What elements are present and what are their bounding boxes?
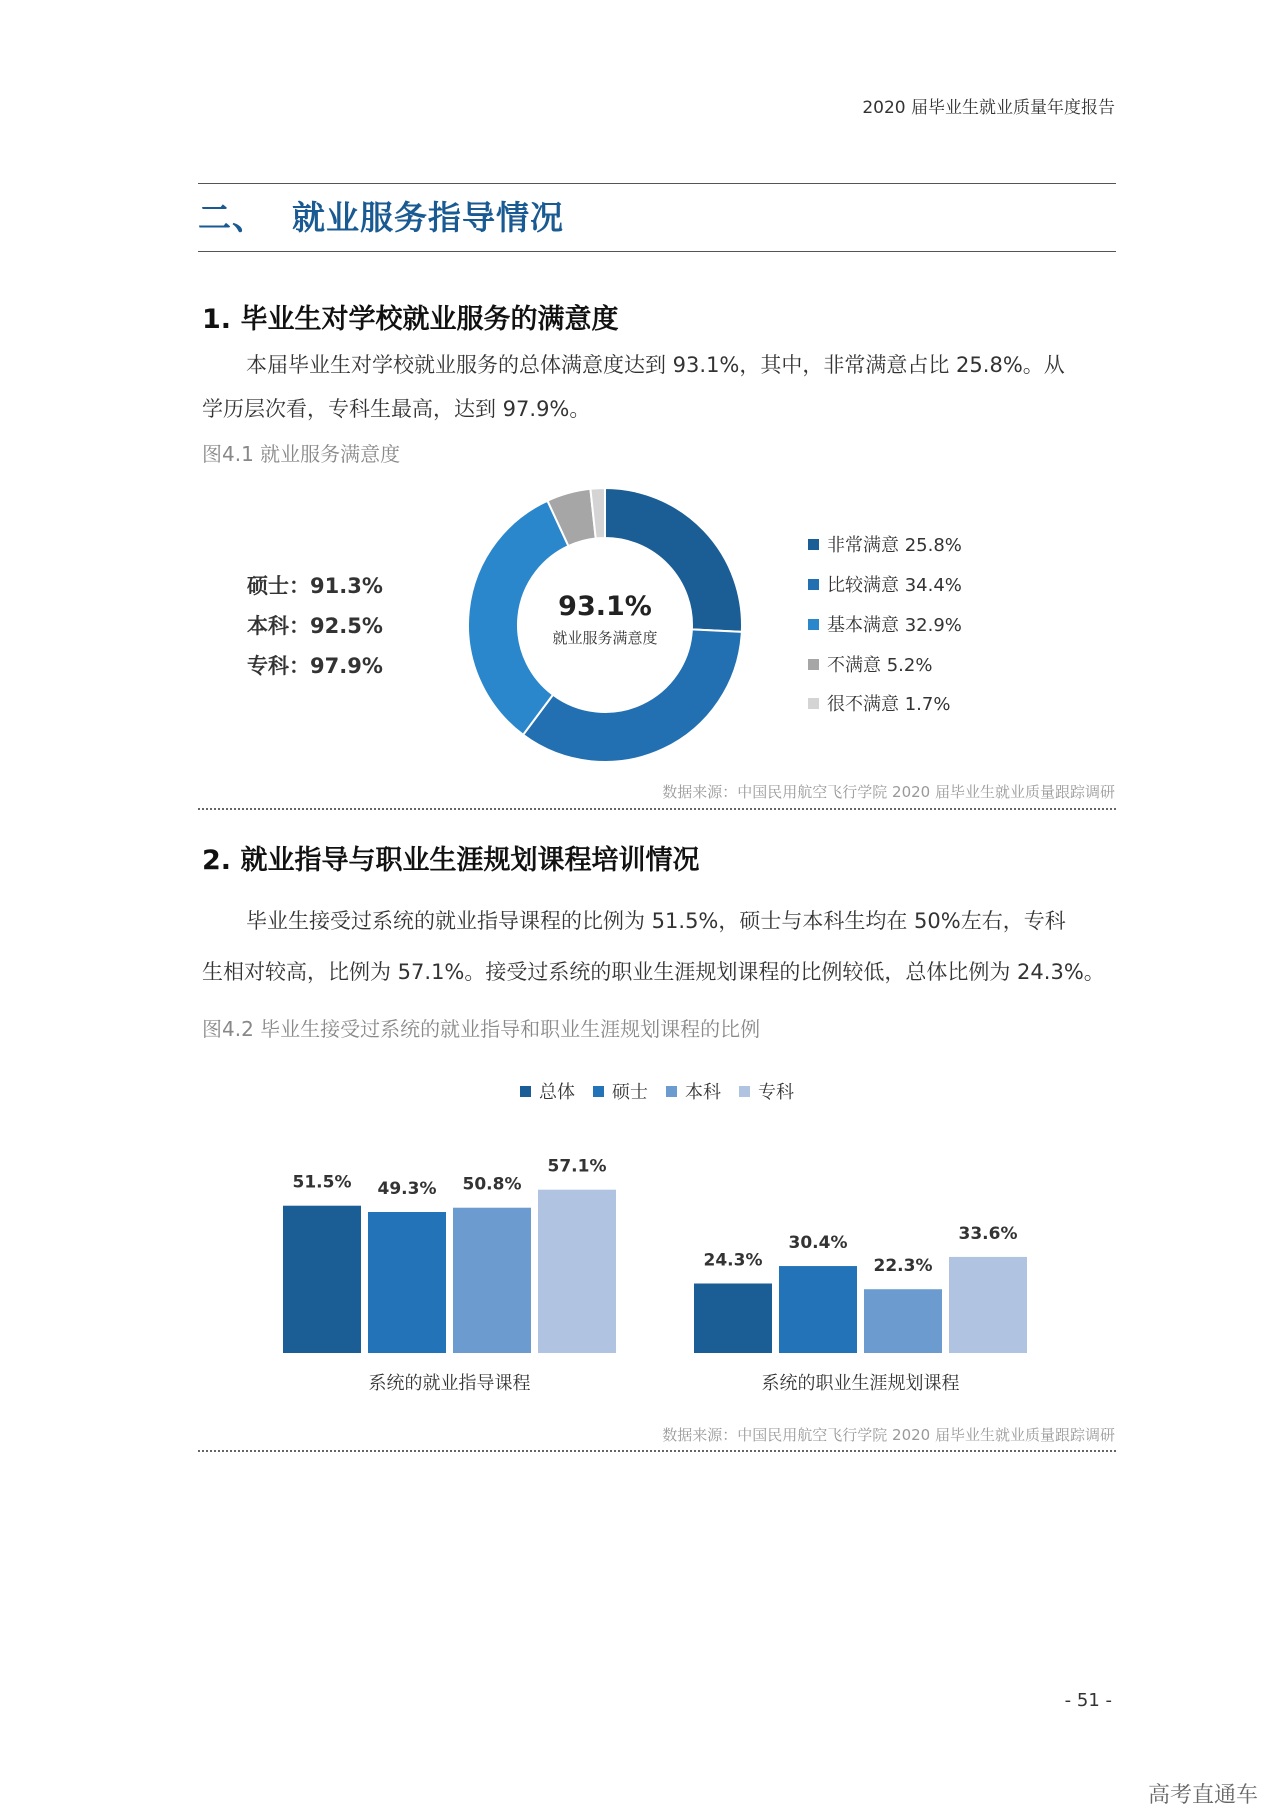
degree-satisfaction-master: 硕士：91.3% [247,574,383,598]
bar-value-label: 50.8% [462,1174,522,1195]
legend-item-basically-satisfied [808,611,962,637]
bar-value-label: 51.5% [292,1172,352,1193]
bar-value-label: 49.3% [377,1179,437,1200]
bar-value-label: 33.6% [958,1223,1018,1244]
legend-item-very-dissatisfied [808,690,950,716]
legend-label: 不满意 5.2% [827,655,933,676]
figure-4-1-source: 数据来源：中国民用航空飞行学院 2020 届毕业生就业质量跟踪调研 [662,783,1115,801]
category-label: 系统的就业指导课程 [368,1373,531,1394]
paragraph-line: 毕业生接受过系统的就业指导课程的比例为 51.5%，硕士与本科生均在 50%左右，专科 [246,909,1066,933]
degree-satisfaction-bachelor: 本科：92.5% [247,614,383,638]
legend-swatch [593,1086,604,1097]
legend-label: 非常满意 25.8% [827,535,962,556]
figure-4-2-source: 数据来源：中国民用航空飞行学院 2020 届毕业生就业质量跟踪调研 [662,1426,1115,1444]
bar-0-1 [368,1212,446,1353]
legend-swatch [808,659,819,670]
bar-1-3 [949,1257,1027,1353]
bar-1-1 [779,1266,857,1353]
section-number: 二、 [198,198,266,237]
bar-value-label: 22.3% [873,1256,933,1277]
bar-0-3 [538,1190,616,1353]
donut-center-value: 93.1% [558,591,652,622]
subsection-1-title: 1. 毕业生对学校就业服务的满意度 [202,304,619,335]
legend-label: 基本满意 32.9% [827,615,962,636]
legend-item-junior-college [739,1078,794,1104]
figure-4-1-caption: 图4.1 就业服务满意度 [202,442,401,466]
section-title-text: 就业服务指导情况 [292,198,564,237]
paragraph-line: 本届毕业生对学校就业服务的总体满意度达到 93.1%，其中，非常满意占比 25.8%。从 [246,353,1065,377]
legend-item-satisfied [808,571,962,597]
bar-1-2 [864,1289,942,1353]
legend-label: 硕士 [612,1082,648,1103]
bar-0-0 [283,1206,361,1353]
section-rule-top [198,183,1116,184]
legend-swatch [808,579,819,590]
figure-4-2-divider [198,1450,1116,1452]
legend-swatch [808,698,819,709]
legend-item-master [593,1078,648,1104]
bar-value-label: 30.4% [788,1233,848,1254]
category-label: 系统的职业生涯规划课程 [761,1373,960,1394]
running-header: 2020 届毕业生就业质量年度报告 [862,98,1115,118]
legend-item-overall [520,1078,575,1104]
legend-swatch [808,619,819,630]
legend-swatch [520,1086,531,1097]
legend-label: 很不满意 1.7% [827,694,951,715]
paragraph-line: 生相对较高，比例为 57.1%。接受过系统的职业生涯规划课程的比例较低，总体比例为 24.3%。 [202,960,1105,984]
subsection-2-paragraph [202,905,1116,986]
section-rule-bottom [198,251,1116,252]
section-title [198,192,564,239]
figure-4-1-divider [198,808,1116,810]
donut-slice-1 [523,629,742,762]
figure-4-2-caption: 图4.2 毕业生接受过系统的就业指导和职业生涯规划课程的比例 [202,1017,761,1041]
satisfaction-donut-chart [455,475,755,775]
subsection-2-title: 2. 就业指导与职业生涯规划课程培训情况 [202,845,700,876]
legend-item-dissatisfied [808,651,932,677]
legend-swatch [808,539,819,550]
page-number: - 51 - [1064,1690,1112,1711]
legend-item-bachelor [666,1078,721,1104]
legend-label: 本科 [685,1082,721,1103]
bar-1-0 [694,1284,772,1353]
donut-center-label: 就业服务满意度 [552,629,658,647]
degree-satisfaction-junior-college: 专科：97.9% [247,654,383,678]
course-ratio-bar-chart [240,1110,1060,1400]
subsection-1-paragraph [202,349,1116,423]
bar-0-2 [453,1208,531,1353]
legend-swatch [739,1086,750,1097]
paragraph-line: 学历层次看，专科生最高，达到 97.9%。 [202,397,591,421]
legend-item-very-satisfied [808,531,962,557]
legend-label: 总体 [539,1082,575,1103]
watermark: 高考直通车 [1147,1783,1258,1808]
legend-swatch [666,1086,677,1097]
legend-label: 专科 [758,1082,794,1103]
legend-label: 比较满意 34.4% [827,575,962,596]
bar-value-label: 57.1% [547,1156,607,1177]
bar-value-label: 24.3% [703,1250,763,1271]
bar-chart-legend [520,1078,812,1104]
